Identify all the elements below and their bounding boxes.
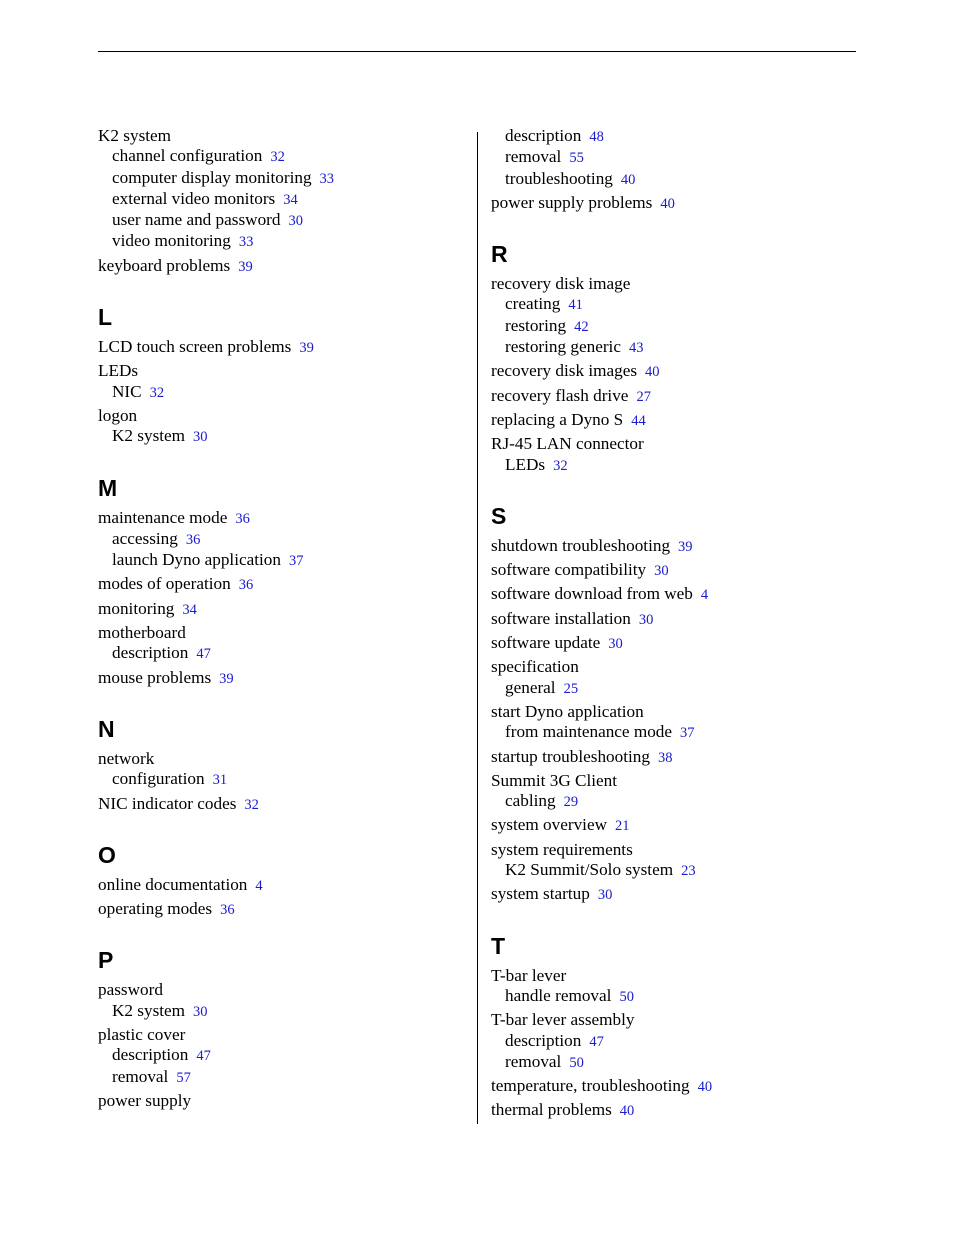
- index-entry: [98, 749, 468, 791]
- entry-term-motherboard: motherboard: [98, 623, 186, 643]
- index-column-left: [98, 126, 468, 1114]
- entry-term-monitoring: monitoring: [98, 598, 175, 618]
- index-entry: [98, 599, 468, 620]
- page-link[interactable]: 31: [212, 772, 228, 789]
- entry-term-software-download-from-web: software download from web: [491, 584, 693, 604]
- index-entry: [491, 966, 861, 1008]
- index-entry: [491, 1010, 861, 1073]
- page-link[interactable]: 30: [638, 611, 654, 628]
- page-link[interactable]: 30: [597, 887, 613, 904]
- index-subentry: [98, 210, 468, 231]
- index-subentry: [491, 860, 861, 881]
- page-link[interactable]: 32: [149, 384, 165, 401]
- index-subentry: [491, 126, 861, 147]
- index-subentry: [98, 529, 468, 550]
- subentry-term-k2-system: K2 system: [112, 426, 186, 446]
- index-entry-line: [491, 386, 861, 407]
- index-entry-line: [491, 560, 861, 581]
- index-entry-line: [491, 747, 861, 768]
- subentry-term-video-monitoring: video monitoring: [112, 231, 231, 251]
- entry-term-online-documentation: online documentation: [98, 874, 248, 894]
- index-entry-line: [491, 884, 861, 905]
- subentry-term-launch-dyno-application: launch Dyno application: [112, 550, 281, 570]
- index-subentry: [491, 722, 861, 743]
- subentry-term-from-maintenance-mode: from maintenance mode: [505, 722, 673, 742]
- page-link[interactable]: 55: [569, 150, 584, 167]
- index-subentry: [98, 1067, 468, 1088]
- page-link[interactable]: 33: [319, 170, 335, 187]
- index-entry-line: [98, 256, 468, 277]
- index-entry: [98, 126, 468, 253]
- index-letter-heading-t: T: [491, 932, 506, 959]
- index-subentry: [491, 169, 861, 190]
- page-link[interactable]: 50: [569, 1054, 584, 1071]
- index-entry-line: [491, 1100, 861, 1121]
- page-link[interactable]: 40: [660, 195, 675, 212]
- index-subentry: [98, 168, 468, 189]
- index-entry: [491, 657, 861, 699]
- entry-term-mouse-problems: mouse problems: [98, 667, 212, 687]
- page-link[interactable]: 30: [608, 636, 623, 653]
- index-entry-line: [98, 875, 468, 896]
- page-link[interactable]: 57: [176, 1069, 191, 1086]
- index-entry-line: [491, 584, 861, 605]
- entry-term-power-supply: power supply: [98, 1090, 192, 1110]
- entry-term-plastic-cover: plastic cover: [98, 1025, 186, 1045]
- subentry-term-restoring-generic: restoring generic: [505, 337, 621, 357]
- index-entry-line: [491, 361, 861, 382]
- entry-term-power-supply-problems: power supply problems: [491, 192, 653, 212]
- index-letter-heading-p: P: [98, 947, 114, 974]
- index-entry-line: [491, 702, 861, 722]
- page-link[interactable]: 47: [196, 1048, 211, 1065]
- index-subentry: [98, 382, 468, 403]
- index-entry-line: [98, 1025, 468, 1045]
- subentry-term-restoring: restoring: [505, 315, 567, 335]
- index-subentry: [491, 455, 861, 476]
- index-entry-line: [98, 126, 468, 146]
- entry-term-k2-system: K2 system: [98, 126, 172, 145]
- index-entry-line: [491, 193, 861, 214]
- index-letter-heading-m: M: [98, 474, 118, 501]
- index-subentry: [491, 337, 861, 358]
- subentry-term-channel-configuration: channel configuration: [112, 146, 263, 166]
- index-entry: [98, 1025, 468, 1088]
- page-link[interactable]: 34: [283, 191, 298, 208]
- index-entry: [491, 884, 861, 905]
- entry-term-system-requirements: system requirements: [491, 839, 633, 859]
- entry-term-summit-3g-client: Summit 3G Client: [491, 770, 618, 790]
- page-link[interactable]: 40: [645, 364, 660, 381]
- index-entry-line: [98, 980, 468, 1000]
- index-subentry: [491, 986, 861, 1007]
- entry-term-network: network: [98, 748, 155, 768]
- index-entry: [491, 815, 861, 836]
- header-rule: [98, 51, 856, 52]
- index-entry: [491, 1076, 861, 1097]
- index-subentry: [98, 189, 468, 210]
- column-divider: [477, 132, 478, 1124]
- index-entry: [491, 633, 861, 654]
- index-entry-line: [98, 574, 468, 595]
- index-subentry: [491, 316, 861, 337]
- page-link[interactable]: 36: [220, 902, 235, 919]
- entry-term-logon: logon: [98, 405, 138, 425]
- index-entry: [491, 386, 861, 407]
- page-link[interactable]: 36: [185, 531, 201, 548]
- index-entry-line: [491, 966, 861, 986]
- entry-term-recovery-disk-image: recovery disk image: [491, 274, 631, 294]
- index-entry: [98, 406, 468, 448]
- entry-term-t-bar-lever-assembly: T-bar lever assembly: [491, 1010, 635, 1030]
- index-entry: [491, 126, 861, 190]
- subentry-term-handle-removal: handle removal: [505, 985, 612, 1005]
- page-link[interactable]: 4: [700, 587, 709, 604]
- page-link[interactable]: 37: [288, 553, 304, 570]
- subentry-term-k2-system: K2 system: [112, 1000, 186, 1020]
- subentry-term-computer-display-monitoring: computer display monitoring: [112, 167, 312, 187]
- entry-term-software-compatibility: software compatibility: [491, 560, 647, 580]
- index-entry: [98, 508, 468, 572]
- subentry-term-nic: NIC: [112, 381, 142, 401]
- entry-term-recovery-disk-images: recovery disk images: [491, 361, 638, 381]
- index-subentry: [491, 678, 861, 699]
- index-entry-line: [98, 361, 468, 381]
- subentry-term-removal: removal: [112, 1066, 169, 1086]
- page-link[interactable]: 30: [193, 429, 208, 446]
- page-link[interactable]: 30: [193, 1003, 208, 1020]
- subentry-term-configuration: configuration: [112, 769, 205, 789]
- index-entry-line: [98, 406, 468, 426]
- index-entry-line: [98, 899, 468, 920]
- entry-term-recovery-flash-drive: recovery flash drive: [491, 385, 629, 405]
- page-link[interactable]: 36: [235, 510, 250, 527]
- index-entry-line: [98, 668, 468, 689]
- page-link[interactable]: 23: [681, 863, 696, 880]
- subentry-term-description: description: [505, 1030, 582, 1050]
- index-subentry: [491, 791, 861, 812]
- index-entry-line: [491, 274, 861, 294]
- index-entry-line: [491, 609, 861, 630]
- index-entry-line: [491, 1076, 861, 1097]
- index-entry: [98, 899, 468, 920]
- index-entry: [491, 410, 861, 431]
- index-letter-heading-r: R: [491, 241, 508, 268]
- subentry-term-accessing: accessing: [112, 528, 178, 548]
- entry-term-t-bar-lever: T-bar lever: [491, 965, 567, 985]
- index-letter-heading-n: N: [98, 715, 115, 742]
- index-entry: [491, 702, 861, 744]
- page-link[interactable]: 38: [657, 749, 673, 766]
- subentry-term-k2-summit-solo-system: K2 Summit/Solo system: [505, 860, 674, 880]
- subentry-term-leds: LEDs: [505, 454, 546, 474]
- index-subentry: [491, 294, 861, 315]
- index-entry: [491, 1100, 861, 1121]
- subentry-term-creating: creating: [505, 294, 561, 314]
- index-subentry: [98, 426, 468, 447]
- index-entry: [491, 361, 861, 382]
- index-subentry: [491, 147, 861, 168]
- index-entry: [98, 875, 468, 896]
- page-link[interactable]: 44: [631, 412, 646, 429]
- subentry-term-external-video-monitors: external video monitors: [112, 188, 276, 208]
- entry-term-operating-modes: operating modes: [98, 899, 213, 919]
- subentry-term-description: description: [112, 1045, 189, 1065]
- index-entry-line: [98, 749, 468, 769]
- entry-term-maintenance-mode: maintenance mode: [98, 507, 228, 527]
- index-column-right: [491, 126, 861, 1125]
- page-link[interactable]: 50: [619, 988, 634, 1005]
- index-letter-heading-s: S: [491, 502, 507, 529]
- page-link[interactable]: 39: [219, 670, 234, 687]
- index-subentry: [98, 146, 468, 167]
- entry-term-modes-of-operation: modes of operation: [98, 574, 231, 594]
- entry-term-system-overview: system overview: [491, 815, 607, 835]
- subentry-term-removal: removal: [505, 147, 562, 167]
- index-entry: [98, 337, 468, 358]
- page-link[interactable]: 48: [589, 129, 604, 145]
- page-link[interactable]: 30: [654, 563, 669, 580]
- index-letter-heading-o: O: [98, 841, 116, 868]
- index-entry-line: [491, 1010, 861, 1030]
- page-link[interactable]: 40: [620, 171, 636, 188]
- entry-term-rj-45-lan-connector: RJ-45 LAN connector: [491, 434, 644, 454]
- page-link[interactable]: 42: [574, 318, 589, 335]
- subentry-term-removal: removal: [505, 1051, 562, 1071]
- page-link[interactable]: 47: [589, 1033, 604, 1050]
- index-entry-line: [98, 508, 468, 529]
- subentry-term-user-name-and-password: user name and password: [112, 210, 281, 230]
- index-entry-line: [491, 771, 861, 791]
- index-entry-line: [98, 599, 468, 620]
- index-subentry: [98, 643, 468, 664]
- index-entry: [98, 256, 468, 277]
- index-subentry: [98, 1045, 468, 1066]
- index-entry: [491, 747, 861, 768]
- index-entry: [98, 668, 468, 689]
- page-link[interactable]: 25: [563, 680, 579, 697]
- page-link[interactable]: 27: [636, 388, 651, 405]
- page-link[interactable]: 34: [182, 601, 197, 618]
- index-entry: [491, 840, 861, 882]
- index-subentry: [98, 231, 468, 252]
- subentry-term-general: general: [505, 677, 556, 697]
- entry-term-lcd-touch-screen-problems: LCD touch screen problems: [98, 337, 292, 357]
- page-link[interactable]: 39: [299, 340, 314, 357]
- page-link[interactable]: 37: [680, 725, 695, 742]
- index-subentry: [491, 1031, 861, 1052]
- index-subentry: [98, 550, 468, 571]
- subentry-term-cabling: cabling: [505, 791, 556, 811]
- entry-term-thermal-problems: thermal problems: [491, 1100, 612, 1120]
- index-entry: [491, 771, 861, 813]
- page-link[interactable]: 40: [697, 1079, 713, 1096]
- index-entry: [491, 274, 861, 358]
- page-link[interactable]: 36: [238, 577, 254, 594]
- page-link[interactable]: 41: [568, 297, 583, 314]
- index-entry-line: [98, 794, 468, 815]
- page-link[interactable]: 30: [288, 213, 303, 230]
- index-entry-line: [491, 633, 861, 654]
- index-entry-line: [491, 410, 861, 431]
- index-entry: [98, 980, 468, 1022]
- entry-term-keyboard-problems: keyboard problems: [98, 255, 231, 275]
- page-link[interactable]: 43: [628, 340, 644, 357]
- entry-term-nic-indicator-codes: NIC indicator codes: [98, 793, 237, 813]
- entry-term-software-installation: software installation: [491, 608, 631, 628]
- entry-term-software-update: software update: [491, 633, 601, 653]
- index-entry: [491, 536, 861, 557]
- page-link[interactable]: 32: [553, 457, 568, 474]
- index-subentry: [98, 769, 468, 790]
- index-entry-line: [491, 840, 861, 860]
- subentry-term-troubleshooting: troubleshooting: [505, 168, 613, 188]
- page-link[interactable]: 32: [244, 796, 259, 813]
- index-subentry: [491, 1052, 861, 1073]
- index-letter-heading-l: L: [98, 304, 113, 331]
- page-link[interactable]: 47: [196, 646, 211, 663]
- entry-term-startup-troubleshooting: startup troubleshooting: [491, 746, 650, 766]
- page-link[interactable]: 4: [255, 877, 263, 894]
- entry-term-password: password: [98, 980, 163, 1000]
- index-entry: [491, 193, 861, 214]
- page-link[interactable]: 40: [619, 1103, 635, 1120]
- index-entry: [98, 794, 468, 815]
- entry-term-shutdown-troubleshooting: shutdown troubleshooting: [491, 535, 671, 555]
- page-link[interactable]: 33: [238, 234, 254, 251]
- index-entry: [491, 560, 861, 581]
- index-entry: [98, 574, 468, 595]
- index-entry-line: [98, 337, 468, 358]
- index-entry: [98, 623, 468, 665]
- page-link[interactable]: 21: [615, 818, 630, 835]
- index-entry-line: [491, 657, 861, 677]
- index-entry-line: [491, 536, 861, 557]
- entry-term-system-startup: system startup: [491, 884, 590, 904]
- entry-term-replacing-a-dyno-s: replacing a Dyno S: [491, 409, 624, 429]
- index-entry-line: [491, 815, 861, 836]
- index-entry-line: [98, 1091, 468, 1111]
- index-subentry: [98, 1001, 468, 1022]
- entry-term-specification: specification: [491, 657, 579, 677]
- page-link[interactable]: 29: [563, 794, 579, 811]
- index-entry: [491, 434, 861, 476]
- entry-term-start-dyno-application: start Dyno application: [491, 701, 644, 721]
- index-entry: [98, 1091, 468, 1111]
- subentry-term-description: description: [112, 643, 189, 663]
- index-entry: [98, 361, 468, 403]
- page-link[interactable]: 39: [238, 258, 253, 275]
- page-link[interactable]: 32: [270, 149, 285, 166]
- index-entry: [491, 584, 861, 605]
- index-entry-line: [491, 434, 861, 454]
- index-entry: [491, 609, 861, 630]
- subentry-term-description: description: [505, 126, 582, 145]
- page-link[interactable]: 39: [678, 538, 693, 555]
- index-entry-line: [98, 623, 468, 643]
- entry-term-leds: LEDs: [98, 361, 139, 381]
- entry-term-temperature-troubleshooting: temperature, troubleshooting: [491, 1076, 690, 1096]
